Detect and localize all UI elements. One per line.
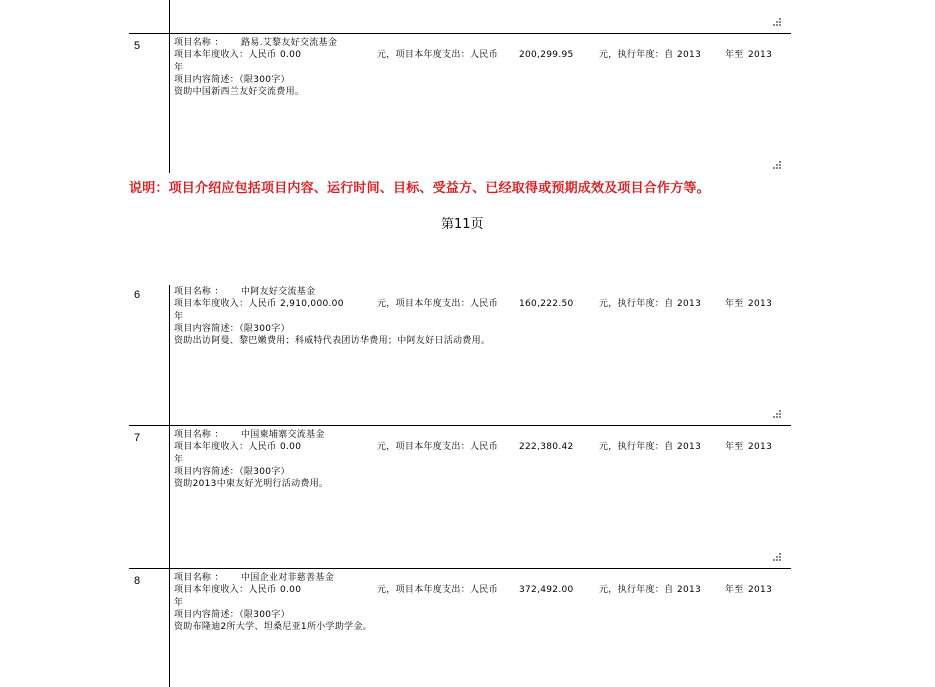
expense-label: 元，项目本年度支出：人民币	[377, 299, 498, 310]
name-label: 项目名称 ：	[174, 573, 224, 583]
expense-value: 372,492.00	[519, 585, 574, 596]
project-desc: 资助中国新西兰友好交流费用。	[174, 87, 305, 98]
year-suffix: 年	[174, 62, 184, 73]
end-year: 2013	[748, 299, 773, 310]
to-label: 年至	[725, 299, 744, 310]
entry-number: 7	[134, 432, 141, 444]
income-value: 0.00	[280, 442, 302, 453]
end-year: 2013	[748, 50, 773, 61]
left-rule	[169, 0, 170, 173]
start-year: 2013	[677, 299, 702, 310]
income-label: 项目本年度收入：人民币	[174, 299, 277, 310]
project-desc: 资助出访阿曼、黎巴嫩费用；科威特代表团访华费用；中阿友好日活动费用。	[174, 336, 491, 347]
year-label: 元，执行年度：自	[599, 299, 674, 310]
name-label: 项目名称 ：	[174, 287, 224, 297]
expense-label: 元，项目本年度支出：人民币	[377, 585, 498, 596]
year-suffix: 年	[174, 454, 184, 465]
name-label: 项目名称 ：	[174, 430, 224, 440]
desc-label: 项目内容简述：（限300字）	[174, 323, 290, 334]
project-name: 中国柬埔寨交流基金	[241, 430, 325, 440]
expense-value: 160,222.50	[519, 299, 574, 310]
resize-grip-icon[interactable]	[771, 18, 781, 28]
expense-label: 元，项目本年度支出：人民币	[377, 442, 498, 453]
to-label: 年至	[725, 585, 744, 596]
year-label: 元，执行年度：自	[599, 585, 674, 596]
row-separator	[129, 33, 791, 34]
start-year: 2013	[677, 50, 702, 61]
row-separator	[129, 425, 791, 426]
expense-value: 222,380.42	[519, 442, 574, 453]
desc-label: 项目内容简述：（限300字）	[174, 466, 290, 477]
project-name: 路易.艾黎友好交流基金	[241, 38, 338, 48]
project-desc: 资助2013中柬友好光明行活动费用。	[174, 479, 329, 490]
entry-number: 5	[134, 40, 141, 52]
to-label: 年至	[725, 442, 744, 453]
resize-grip-icon[interactable]	[771, 161, 781, 171]
income-value: 2,910,000.00	[280, 299, 344, 310]
year-suffix: 年	[174, 311, 184, 322]
year-label: 元，执行年度：自	[599, 50, 674, 61]
to-label: 年至	[725, 50, 744, 61]
instruction-note: 说明：项目介绍应包括项目内容、运行时间、目标、受益方、已经取得或预期成效及项目合作方等。	[129, 181, 710, 196]
income-label: 项目本年度收入：人民币	[174, 442, 277, 453]
page-number: 第11页	[441, 217, 484, 232]
row-separator	[129, 568, 791, 569]
project-desc: 资助布隆迪2所大学、坦桑尼亚1所小学助学金。	[174, 622, 373, 633]
left-rule	[169, 285, 170, 687]
year-suffix: 年	[174, 597, 184, 608]
project-name: 中国企业对非慈善基金	[241, 573, 335, 583]
year-label: 元，执行年度：自	[599, 442, 674, 453]
end-year: 2013	[748, 585, 773, 596]
start-year: 2013	[677, 442, 702, 453]
expense-label: 元，项目本年度支出：人民币	[377, 50, 498, 61]
desc-label: 项目内容简述：（限300字）	[174, 74, 290, 85]
resize-grip-icon[interactable]	[771, 553, 781, 563]
entry-number: 6	[134, 289, 141, 301]
start-year: 2013	[677, 585, 702, 596]
income-value: 0.00	[280, 585, 302, 596]
resize-grip-icon[interactable]	[771, 410, 781, 420]
project-name: 中阿友好交流基金	[241, 287, 316, 297]
income-label: 项目本年度收入：人民币	[174, 585, 277, 596]
name-label: 项目名称 ：	[174, 38, 224, 48]
entry-number: 8	[134, 575, 141, 587]
income-label: 项目本年度收入：人民币	[174, 50, 277, 61]
expense-value: 200,299.95	[519, 50, 574, 61]
desc-label: 项目内容简述：（限300字）	[174, 609, 290, 620]
end-year: 2013	[748, 442, 773, 453]
income-value: 0.00	[280, 50, 302, 61]
